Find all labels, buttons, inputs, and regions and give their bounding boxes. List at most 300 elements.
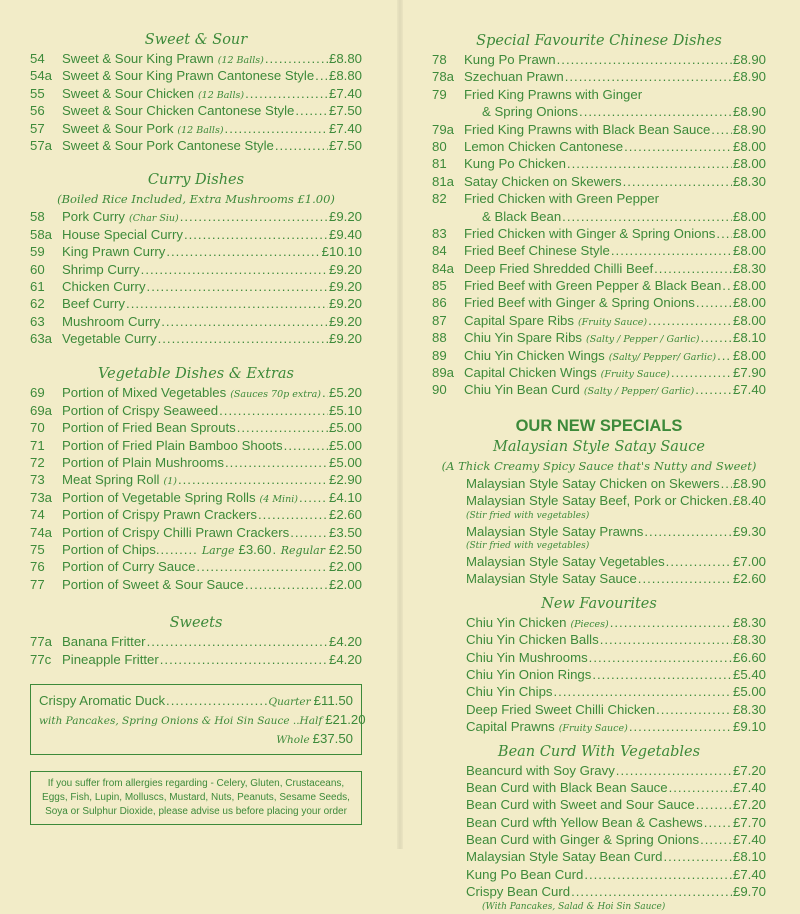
leader-dots xyxy=(717,347,732,364)
menu-item xyxy=(432,68,766,85)
item-price: £8.30 xyxy=(732,701,766,717)
item-price: £7.70 xyxy=(732,814,766,830)
item-name: Malaysian Style Satay Prawns xyxy=(466,523,644,539)
menu-item xyxy=(30,137,362,154)
item-name: Pineapple Fritter xyxy=(62,651,159,667)
item-name: Kung Po Bean Curd xyxy=(466,866,584,882)
item-number: 59 xyxy=(30,244,45,260)
item-name: Crispy Bean Curd xyxy=(466,884,571,900)
item-number: 83 xyxy=(432,225,447,241)
menu-item xyxy=(30,295,362,312)
menu-item xyxy=(466,553,766,570)
item-name: Portion of Sweet & Sour Sauce xyxy=(62,576,244,592)
item-note: (1) xyxy=(163,476,177,488)
item-name: Bean Curd with Ginger & Spring Onions xyxy=(466,832,700,848)
menu-item xyxy=(30,278,362,295)
item-price: £8.10 xyxy=(732,330,766,346)
left-column xyxy=(30,0,366,825)
leader-dots xyxy=(219,402,328,419)
item-name: Chiu Yin Chicken xyxy=(466,614,567,630)
item-price: £7.40 xyxy=(732,779,766,795)
menu-item xyxy=(466,848,766,865)
item-number: 61 xyxy=(30,278,45,294)
leader-dots xyxy=(611,242,732,259)
item-name: Malaysian Style Satay Bean Curd xyxy=(466,849,663,865)
menu-item xyxy=(466,883,766,900)
menu-item xyxy=(30,506,362,523)
menu-item xyxy=(30,261,362,278)
item-number: 70 xyxy=(30,420,45,436)
leader-dots xyxy=(722,277,732,294)
menu-item xyxy=(30,226,362,243)
chips-large-price: £3.60 xyxy=(238,541,272,557)
menu-item xyxy=(432,294,766,311)
item-price: £8.90 xyxy=(732,69,766,85)
item-price: £8.30 xyxy=(732,173,766,189)
item-name: Deep Fried Shredded Chilli Beef xyxy=(464,260,654,276)
item-name: Beancurd with Soy Gravy xyxy=(466,762,615,778)
veg-list-2 xyxy=(30,558,362,593)
item-price: £2.00 xyxy=(328,576,362,592)
item-name: Fried Beef Chinese Style xyxy=(464,243,610,259)
leader-dots xyxy=(557,51,732,68)
item-note: (Fruity Sauce) xyxy=(577,316,648,328)
item-number: 69 xyxy=(30,385,45,401)
item-price: £7.20 xyxy=(732,762,766,778)
item-name: Mushroom Curry xyxy=(62,313,161,329)
leader-dots xyxy=(284,437,328,454)
duck-whole-label: Whole xyxy=(276,733,310,746)
menu-item xyxy=(432,329,766,346)
menu-item xyxy=(466,762,766,779)
menu-item xyxy=(466,631,766,648)
item-note: (12 Balls) xyxy=(197,89,245,101)
item-name: Vegetable Curry xyxy=(62,331,157,347)
menu-item xyxy=(30,313,362,330)
leader-dots xyxy=(721,475,732,492)
item-name: Chiu Yin Chicken Wings xyxy=(464,347,605,363)
menu-item xyxy=(30,558,362,575)
menu-item xyxy=(432,103,766,120)
leader-dots xyxy=(126,295,328,312)
chips-regular-price: £2.50 xyxy=(328,541,362,557)
section-title-special: Special Favourite Chinese Dishes xyxy=(476,33,722,49)
item-number: 82 xyxy=(432,191,447,207)
item-price: £7.40 xyxy=(328,85,362,101)
item-name: Portion of Crispy Chilli Prawn Crackers xyxy=(62,524,290,540)
menu-item-line xyxy=(432,190,766,207)
menu-item xyxy=(30,419,362,436)
item-note: (Salty/ Pepper/ Garlic) xyxy=(608,351,717,363)
leader-dots xyxy=(695,381,732,398)
item-number: 84a xyxy=(432,260,455,276)
leader-dots xyxy=(696,796,732,813)
leader-dots xyxy=(567,155,732,172)
item-name: Fried King Prawns with Ginger xyxy=(464,86,643,102)
menu-item xyxy=(30,576,362,593)
item-name-cont: & Black Bean xyxy=(482,208,562,224)
item-subnote: (Stir fried with vegetables) xyxy=(466,540,590,551)
item-price: £8.00 xyxy=(732,295,766,311)
item-price: £8.80 xyxy=(328,51,362,66)
item-price: £8.00 xyxy=(732,156,766,172)
menu-item xyxy=(466,570,766,587)
item-price: £8.00 xyxy=(732,243,766,259)
menu-item xyxy=(30,330,362,347)
item-price: £2.90 xyxy=(328,472,362,488)
item-name: Chiu Yin Bean Curd xyxy=(464,382,580,398)
item-name: Satay Chicken on Skewers xyxy=(464,173,622,189)
item-note: (Pieces) xyxy=(570,618,609,630)
item-name: Banana Fritter xyxy=(62,634,146,650)
leader-dots xyxy=(624,138,732,155)
item-price: £9.20 xyxy=(328,296,362,312)
item-price: £3.50 xyxy=(328,524,362,540)
item-number: 62 xyxy=(30,296,45,312)
item-number: 54 xyxy=(30,51,45,66)
item-price: £7.90 xyxy=(732,365,766,381)
item-price: £9.20 xyxy=(328,209,362,225)
item-price: £7.20 xyxy=(732,797,766,813)
item-number: 63a xyxy=(30,331,53,347)
leader-dots xyxy=(666,553,732,570)
item-name: Chiu Yin Onion Rings xyxy=(466,666,592,682)
menu-item-chips: 75 Portion of Chips ......... Large £3.60 ..... Regular £2.50 xyxy=(30,541,362,558)
item-name: Portion of Plain Mushrooms xyxy=(62,455,224,471)
item-name: Kung Po Prawn xyxy=(464,52,556,67)
item-price: £7.40 xyxy=(732,832,766,848)
item-number: 85 xyxy=(432,278,447,294)
item-price: £9.20 xyxy=(328,331,362,347)
item-name: Beef Curry xyxy=(62,296,126,312)
item-number: 89 xyxy=(432,347,447,363)
section-title-curry: Curry Dishes xyxy=(147,172,245,189)
leader-dots xyxy=(579,103,732,120)
leader-dots xyxy=(196,558,328,575)
curry-list xyxy=(30,208,362,347)
menu-item xyxy=(30,633,362,650)
item-name: House Special Curry xyxy=(62,226,183,242)
menu-item xyxy=(30,102,362,119)
item-name: Portion of Vegetable Spring Rolls xyxy=(62,489,256,505)
item-note: (4 Mini) xyxy=(259,493,298,505)
item-name: Portion of Crispy Seaweed xyxy=(62,402,219,418)
leader-dots xyxy=(166,243,320,260)
leader-dots xyxy=(178,471,328,488)
leader-dots xyxy=(711,121,732,138)
item-name: Chiu Yin Chicken Balls xyxy=(466,632,599,648)
item-price: £8.90 xyxy=(732,121,766,137)
menu-item xyxy=(466,796,766,813)
item-name: Malaysian Style Satay Vegetables xyxy=(466,553,665,569)
section-title-sweet-sour: Sweet & Sour xyxy=(144,32,248,48)
item-price: £5.00 xyxy=(328,437,362,453)
item-note: (Salty / Pepper / Garlic) xyxy=(586,334,700,346)
item-price: £4.20 xyxy=(328,651,362,667)
item-name: Portion of Crispy Prawn Crackers xyxy=(62,507,257,523)
item-number: 79 xyxy=(432,86,447,102)
leader-dots xyxy=(629,718,732,735)
item-number: 81 xyxy=(432,156,447,172)
menu-item xyxy=(30,50,362,67)
item-number: 84 xyxy=(432,243,447,259)
item-number: 58 xyxy=(30,209,45,225)
leader-dots xyxy=(158,330,328,347)
leader-dots xyxy=(700,329,732,346)
leader-dots xyxy=(180,208,328,225)
item-price: £9.10 xyxy=(732,719,766,735)
menu-item xyxy=(30,120,362,137)
menu-item xyxy=(30,437,362,454)
item-number: 77c xyxy=(30,651,52,667)
chips-large-label: Large xyxy=(201,543,235,557)
leader-dots xyxy=(237,419,328,436)
item-number: 60 xyxy=(30,261,45,277)
item-price: £8.00 xyxy=(732,312,766,328)
item-price: £7.50 xyxy=(328,137,362,153)
menu-item xyxy=(30,243,362,260)
menu-item xyxy=(466,683,766,700)
leader-dots xyxy=(265,50,328,67)
leader-dots xyxy=(589,649,732,666)
item-price: £4.10 xyxy=(328,489,362,505)
menu-item-line xyxy=(432,86,766,103)
item-number: 90 xyxy=(432,382,447,398)
item-price: £9.20 xyxy=(328,261,362,277)
menu-item xyxy=(466,666,766,683)
veg-list xyxy=(30,384,362,541)
leader-dots xyxy=(299,489,328,506)
item-name: Malaysian Style Satay Chicken on Skewers xyxy=(466,475,720,491)
chips-regular-label: Regular xyxy=(280,543,325,557)
item-name: Fried Beef with Ginger & Spring Onions xyxy=(464,295,695,311)
item-price: £9.40 xyxy=(328,226,362,242)
sweet-sour-list xyxy=(30,50,362,154)
menu-item xyxy=(432,260,766,277)
item-price: £8.10 xyxy=(732,849,766,865)
leader-dots xyxy=(225,454,328,471)
item-price: £2.60 xyxy=(328,507,362,523)
right-column xyxy=(432,0,766,914)
item-number: 78 xyxy=(432,52,447,67)
item-name: Lemon Chicken Cantonese xyxy=(464,138,624,154)
leader-dots xyxy=(700,831,732,848)
item-price: £5.00 xyxy=(328,420,362,436)
leader-dots xyxy=(584,866,732,883)
menu-item xyxy=(466,866,766,883)
menu-item xyxy=(432,173,766,190)
leader-dots xyxy=(571,883,732,900)
item-name: Sweet & Sour King Prawn xyxy=(62,51,214,66)
item-number: 73 xyxy=(30,472,45,488)
item-note: (Salty / Pepper/ Garlic) xyxy=(583,386,695,398)
item-note: (12 Balls) xyxy=(217,55,264,66)
menu-item xyxy=(30,454,362,471)
leader-dots xyxy=(616,762,732,779)
item-number: 58a xyxy=(30,226,53,242)
item-price: £5.40 xyxy=(732,666,766,682)
section-title-favourites: New Favourites xyxy=(541,595,657,612)
leader-dots xyxy=(663,848,732,865)
item-note: (Sauces 70p extra) xyxy=(230,389,321,401)
item-name-cont: & Spring Onions xyxy=(482,104,579,120)
item-number: 80 xyxy=(432,138,447,154)
menu-item xyxy=(466,701,766,718)
item-name: Portion of Fried Plain Bamboo Shoots xyxy=(62,437,283,453)
special-list xyxy=(432,51,766,399)
leader-dots xyxy=(141,261,328,278)
item-price: £8.30 xyxy=(732,632,766,648)
leader-dots xyxy=(290,524,328,541)
item-name: Fried King Prawns with Black Bean Sauce xyxy=(464,121,711,137)
leader-dots xyxy=(729,492,732,509)
menu-item xyxy=(432,225,766,242)
leader-dots xyxy=(147,278,328,295)
section-title-sweets: Sweets xyxy=(169,615,223,632)
item-note: (Char Siu) xyxy=(129,213,179,225)
item-name: Capital Spare Ribs xyxy=(464,312,574,328)
item-number: 81a xyxy=(432,173,455,189)
curry-subtitle: (Boiled Rice Included, Extra Mushrooms £1.00) xyxy=(57,192,335,207)
new-specials-heading: OUR NEW SPECIALS xyxy=(515,416,683,435)
item-number: 71 xyxy=(30,437,45,453)
item-name: Portion of Fried Bean Sprouts xyxy=(62,420,236,436)
duck-whole-price: £37.50 xyxy=(312,730,353,746)
leader-dots xyxy=(600,631,732,648)
menu-item xyxy=(432,364,766,381)
menu-item xyxy=(466,523,766,540)
bean-curd-footnote: (With Pancakes, Salad & Hoi Sin Sauce) xyxy=(482,901,666,912)
item-number: 79a xyxy=(432,121,455,137)
item-name: Portion of Chips xyxy=(62,541,156,557)
menu-item xyxy=(30,651,362,668)
item-number: 57a xyxy=(30,137,53,153)
leader-dots xyxy=(160,651,328,668)
leader-dots xyxy=(671,364,732,381)
item-number: 88 xyxy=(432,330,447,346)
item-price: £2.60 xyxy=(732,571,766,587)
menu-item xyxy=(30,208,362,225)
item-name: Sweet & Sour Pork Cantonese Style xyxy=(62,137,274,153)
leader-dots xyxy=(147,633,328,650)
item-name: Shrimp Curry xyxy=(62,261,140,277)
item-number: 63 xyxy=(30,313,45,329)
menu-item xyxy=(466,779,766,796)
sweets-list xyxy=(30,633,362,668)
item-price: £8.00 xyxy=(732,278,766,294)
menu-item xyxy=(30,67,362,84)
leader-dots xyxy=(245,85,328,102)
item-price: £6.60 xyxy=(732,649,766,665)
item-price: £8.30 xyxy=(732,614,766,630)
item-name: Chiu Yin Spare Ribs xyxy=(464,330,583,346)
leader-dots xyxy=(562,208,732,225)
leader-dots xyxy=(184,226,328,243)
leader-dots xyxy=(295,102,328,119)
item-name: Portion of Mixed Vegetables xyxy=(62,385,227,401)
leader-dots xyxy=(656,701,732,718)
item-price: £8.30 xyxy=(732,260,766,276)
menu-item xyxy=(432,277,766,294)
menu-item xyxy=(466,718,766,735)
item-name: Bean Curd wfth Yellow Bean & Cashews xyxy=(466,814,703,830)
menu-item xyxy=(30,471,362,488)
leader-dots xyxy=(654,260,732,277)
item-name: Sweet & Sour Pork xyxy=(62,120,174,136)
page-fold xyxy=(397,0,403,849)
duck-desc: with Pancakes, Spring Onions & Hoi Sin Sauce .. xyxy=(39,714,300,727)
item-name: Chicken Curry xyxy=(62,278,146,294)
leader-dots xyxy=(610,614,732,631)
menu-item xyxy=(466,492,766,509)
menu-item xyxy=(432,121,766,138)
item-number: 74a xyxy=(30,524,53,540)
item-name: Sweet & Sour Chicken Cantonese Style xyxy=(62,103,295,119)
menu-item xyxy=(432,312,766,329)
leader-dots xyxy=(275,137,328,154)
item-name: Pork Curry xyxy=(62,209,126,225)
menu-item xyxy=(432,242,766,259)
item-note: (Fruity Sauce) xyxy=(558,723,628,735)
item-name: Meat Spring Roll xyxy=(62,472,160,488)
item-name: Capital Chicken Wings xyxy=(464,365,597,381)
item-number: 77a xyxy=(30,634,53,650)
item-name: Capital Prawns xyxy=(466,719,555,735)
bean-curd-list xyxy=(432,762,766,901)
item-number: 56 xyxy=(30,103,45,119)
item-name: Deep Fried Sweet Chilli Chicken xyxy=(466,701,656,717)
menu-item xyxy=(30,402,362,419)
leader-dots xyxy=(669,779,732,796)
item-name: Sweet & Sour King Prawn Cantonese Style xyxy=(62,68,315,84)
item-name: Malaysian Style Satay Beef, Pork or Chicken xyxy=(466,493,728,509)
item-name: Bean Curd with Sweet and Sour Sauce xyxy=(466,797,695,813)
item-number: 86 xyxy=(432,295,447,311)
item-number: 74 xyxy=(30,507,45,523)
menu-item xyxy=(30,384,362,401)
item-number: 75 xyxy=(30,541,45,557)
item-price: £4.20 xyxy=(328,634,362,650)
leader-dots xyxy=(638,570,732,587)
item-number: 76 xyxy=(30,559,45,575)
item-price: £7.00 xyxy=(732,553,766,569)
item-price: £7.40 xyxy=(732,866,766,882)
leader-dots xyxy=(315,67,328,84)
leader-dots xyxy=(322,384,328,401)
menu-item xyxy=(466,475,766,492)
item-number: 55 xyxy=(30,85,45,101)
leader-dots xyxy=(225,120,328,137)
item-price: £5.00 xyxy=(732,684,766,700)
item-price: £7.40 xyxy=(328,120,362,136)
item-price: £5.00 xyxy=(328,455,362,471)
item-price: £8.00 xyxy=(732,138,766,154)
item-number: 57 xyxy=(30,120,45,136)
item-price: £9.20 xyxy=(328,278,362,294)
menu-item xyxy=(466,814,766,831)
item-price: £8.00 xyxy=(732,347,766,363)
item-name: King Prawn Curry xyxy=(62,244,166,260)
leader-dots xyxy=(592,666,732,683)
item-name: Portion of Curry Sauce xyxy=(62,559,196,575)
leader-dots xyxy=(554,683,732,700)
menu-item xyxy=(432,208,766,225)
satay-subtitle: (A Thick Creamy Spicy Sauce that's Nutty and Sweet) xyxy=(441,458,757,473)
item-price: £8.90 xyxy=(732,52,766,67)
item-price: £8.40 xyxy=(732,493,766,509)
item-note: (12 Balls) xyxy=(177,124,224,136)
leader-dots xyxy=(161,313,328,330)
